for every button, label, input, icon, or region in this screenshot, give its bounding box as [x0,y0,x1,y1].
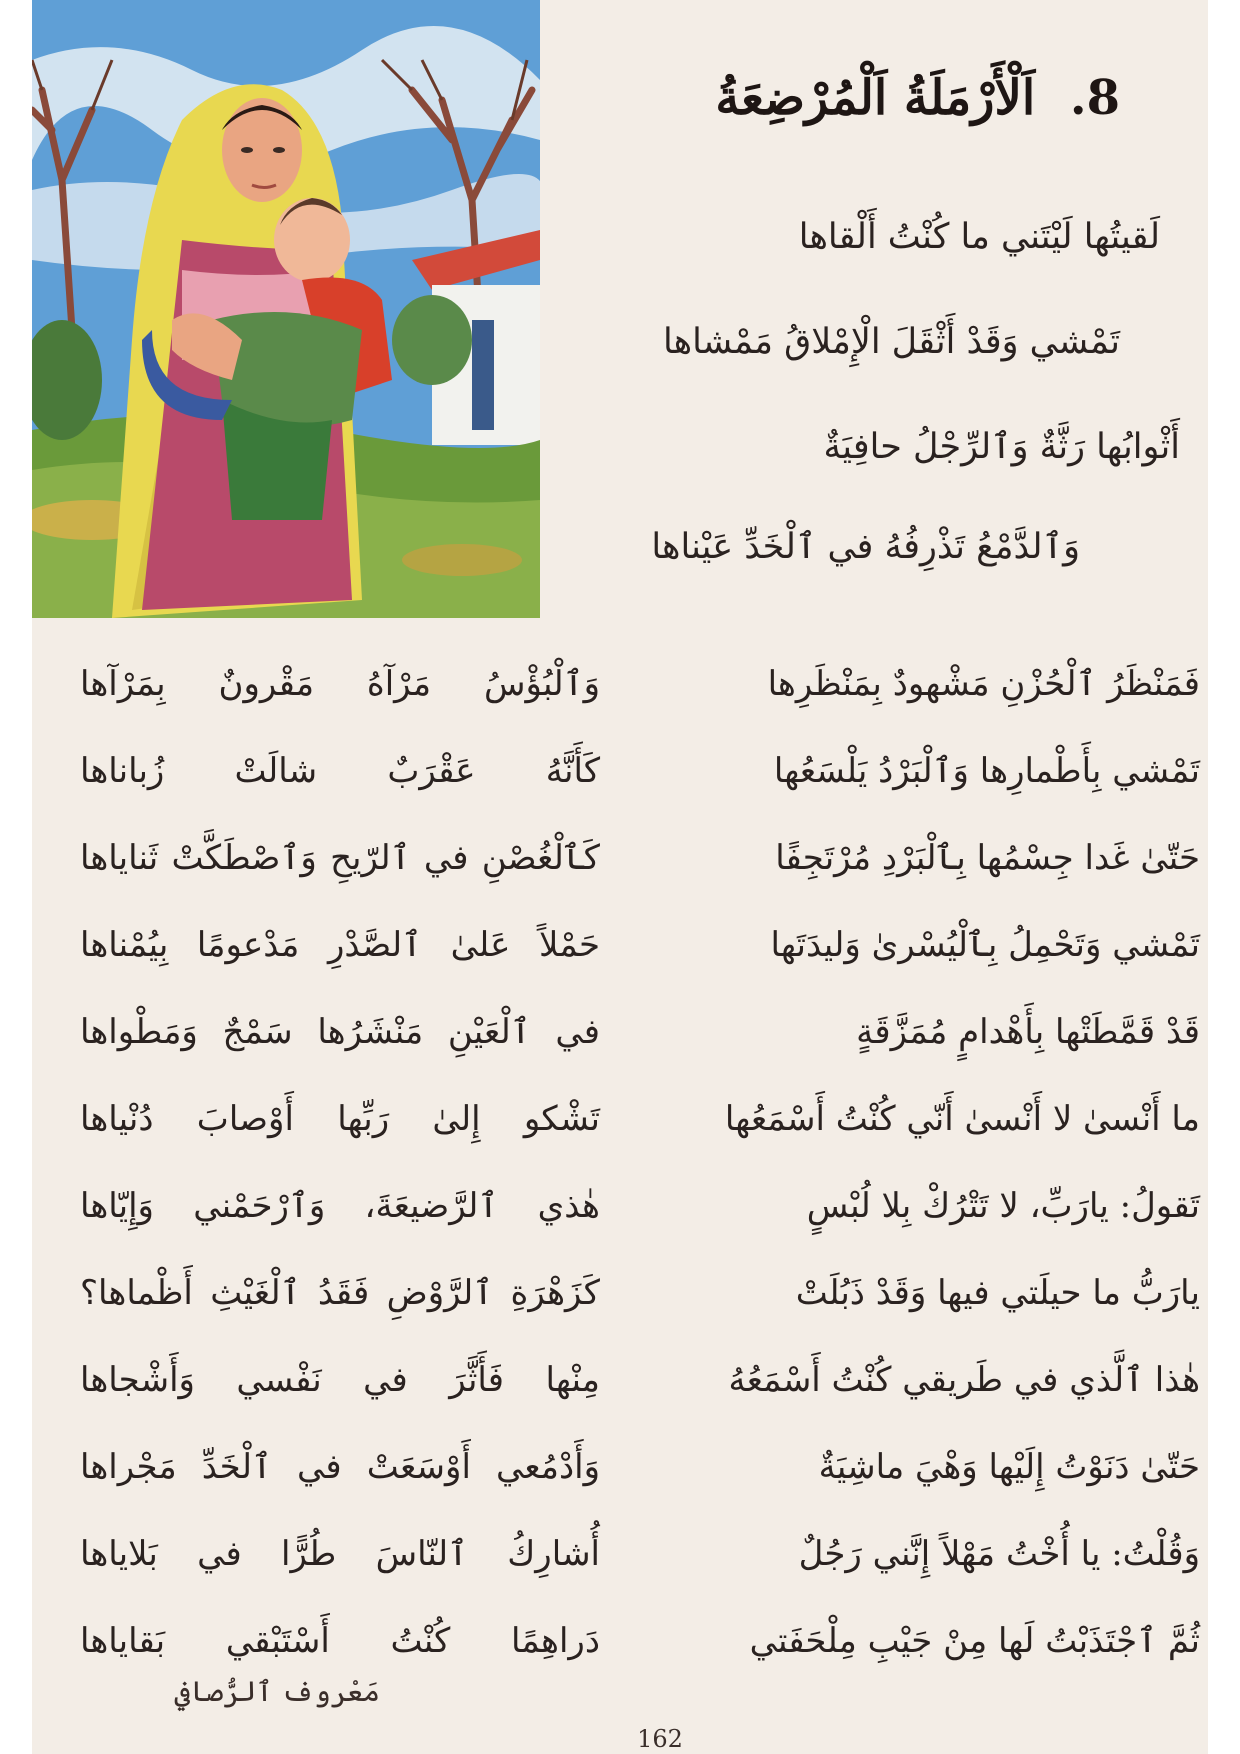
verse-first-hemistich: حَتّىٰ دَنَوْتُ إِلَيْها وَهْيَ ماشِيَةٌ [818,1446,1200,1487]
poem-author: مَعْروف ٱلرُّصافي [174,1675,380,1708]
intro-line-1: لَقيتُها لَيْتَني ما كُنْتُ أَلْقاها [798,217,1160,257]
verse-first-hemistich: هٰذا ٱلَّذي في طَريقي كُنْتُ أَسْمَعُهُ [728,1360,1200,1400]
verse-first-hemistich: تَمْشي وَتَحْمِلُ بِٱلْيُسْرىٰ وَليدَتَها [770,925,1200,965]
page-number: 162 [637,1725,683,1753]
verse-first-hemistich: ما أَنْسىٰ لا أَنْسىٰ أَنّي كُنْتُ أَسْمَعُها [724,1098,1200,1139]
verse [80,727,1200,814]
verse-first-hemistich: حَتّىٰ غَدا جِسْمُها بِٱلْبَرْدِ مُرْتَجِفًا [775,838,1200,878]
verse-second-hemistich: كَأَنَّهُ عَقْرَبٌ شالَتْ زُباناها [80,750,600,791]
verse-second-hemistich: كَزَهْرَةِ ٱلرَّوْضِ فَقَدُ ٱلْغَيْثِ أَظْماها؟ [80,1273,600,1313]
verse [80,640,1200,727]
verse [80,1162,1200,1249]
lesson-title: اَلْأَرْمَلَةُ اَلْمُرْضِعَةُ [715,70,1036,126]
intro-line-4: وَٱلدَّمْعُ تَذْرِفُهُ في ٱلْخَدِّ عَيْناها [651,527,1080,567]
verse-first-hemistich: فَمَنْظَرُ ٱلْحُزْنِ مَشْهودٌ بِمَنْظَرِها [767,664,1200,704]
verse-second-hemistich: هٰذي ٱلرَّضيعَةَ، وَٱرْحَمْني وَإِيّاها [80,1186,600,1226]
verse-first-hemistich: تَمْشي بِأَطْمارِها وَٱلْبَرْدُ يَلْسَعُها [773,751,1200,791]
verse-first-hemistich: قَدْ قَمَّطَتْها بِأَهْدامٍ مُمَزَّقَةٍ [856,1011,1200,1052]
verse-second-hemistich: دَراهِمًا كُنْتُ أَسْتَبْقي بَقاياها [80,1620,600,1661]
verse [80,1597,1200,1684]
verse [80,1423,1200,1510]
verse-second-hemistich: وَأَدْمُعي أَوْسَعَتْ في ٱلْخَدِّ مَجْراها [80,1447,600,1487]
verse [80,1336,1200,1423]
verse-second-hemistich: في ٱلْعَيْنِ مَنْشَرُها سَمْجٌ وَمَطْواها [80,1012,600,1052]
verse-second-hemistich: أُشارِكُ ٱلنّاسَ طُرًّا في بَلاياها [80,1534,600,1574]
verse [80,988,1200,1075]
intro-line-3: أَثْوابُها رَثَّةٌ وَٱلرِّجْلُ حافِيَةٌ [823,427,1180,467]
verse-second-hemistich: حَمْلاً عَلىٰ ٱلصَّدْرِ مَدْعومًا بِيُمْناها [80,925,600,965]
verse-second-hemistich: كَٱلْغُصْنِ في ٱلرّيحِ وَٱصْطَكَّتْ ثَناياها [80,838,600,878]
lesson-heading [640,70,1120,160]
verse [80,814,1200,901]
verse-first-hemistich: وَقُلْتُ: يا أُخْتُ مَهْلاً إِنَّني رَجُلٌ [798,1533,1200,1574]
verse-second-hemistich: وَٱلْبُؤْسُ مَرْآهُ مَقْرونٌ بِمَرْآها [80,664,600,704]
verse [80,901,1200,988]
verse-second-hemistich: مِنْها فَأَثَّرَ في نَفْسي وَأَشْجاها [80,1359,600,1400]
widow-with-infant-illustration [32,0,540,618]
poem-verses [80,640,1200,1684]
verse [80,1249,1200,1336]
verse-first-hemistich: ثُمَّ ٱجْتَذَبْتُ لَها مِنْ جَيْبِ مِلْحَفَتي [749,1621,1200,1661]
verse [80,1510,1200,1597]
intro-line-2: تَمْشي وَقَدْ أَثْقَلَ الْإِمْلاقُ مَمْشاها [662,322,1120,362]
lesson-number: 8. [1069,70,1120,126]
verse [80,1075,1200,1162]
verse-first-hemistich: تَقولُ: يارَبِّ، لا تَتْرُكْ بِلا لُبْسٍ [806,1185,1200,1226]
verse-first-hemistich: يارَبُّ ما حيلَتي فيها وَقَدْ ذَبُلَتْ [795,1272,1200,1313]
verse-second-hemistich: تَشْكو إِلىٰ رَبِّها أَوْصابَ دُنْياها [80,1098,600,1139]
